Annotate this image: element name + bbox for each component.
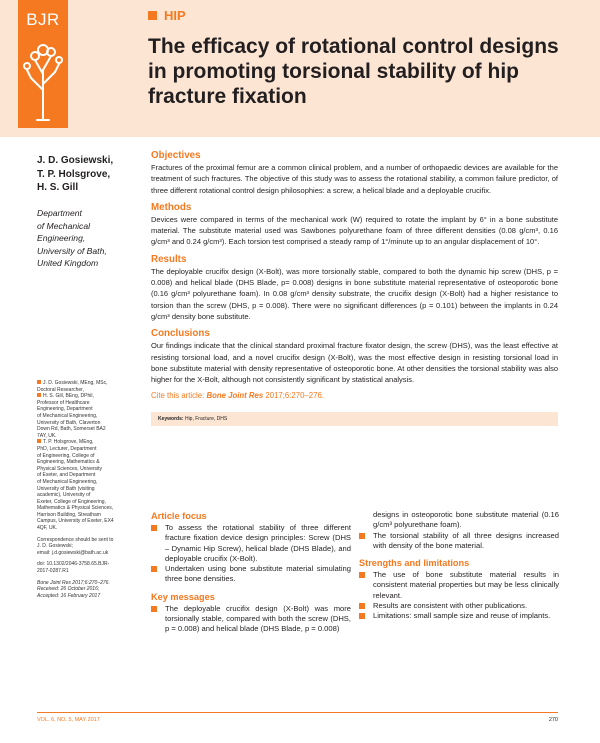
bullet-icon [37,393,41,397]
list-item: The use of bone substitute material results in consistent material properties but may be less clinically relevant. [359,570,559,601]
bio-line: 4QF, UK. [37,525,58,532]
affiliation [37,207,137,270]
bio-line: Exeter, College of Engineering, [37,498,106,505]
key-messages-list-continued [359,531,559,552]
cite-journal: Bone Joint Res [206,391,264,401]
bio-line: Campus, University of Exeter, EX4 [37,518,114,525]
article-title: The efficacy of rotational control designs in promoting torsional stability of hip fracture fixation [148,35,559,108]
author-name: T. P. Holsgrove, [37,168,111,180]
key-messages-heading: Key messages [151,591,215,602]
footer-divider [37,712,558,713]
bio-line: Doctoral Researcher, [37,386,84,393]
affiliation-line: University of Bath, [37,245,107,256]
keywords-label: Keywords: [158,416,184,423]
bio-line: J. D. Gosiewski, MEng, MSc, [43,380,108,386]
affiliation-line: Engineering, [37,233,86,243]
key-messages-continued: designs in osteoporotic bone substitute material (0.16 g/cm³ polyurethane foam). [373,510,559,530]
correspondence-line: Correspondence should be sent to [37,536,114,543]
bullet-icon [359,603,365,609]
affiliation-line: United Kingdom [37,258,99,268]
article-focus-list [151,523,351,585]
abstract [151,150,558,426]
right-summary-column [359,510,559,628]
journal-logo [18,0,68,128]
objectives-heading: Objectives [151,150,201,161]
bio-line: H. S. Gill, BEng, DPhil, [43,393,94,400]
bio-line: Engineering, Mathematics & [37,459,100,466]
strengths-heading: Strengths and limitations [359,558,470,569]
cite-label: Cite this article: [151,391,205,401]
received-date: Received: 26 October 2016; [37,586,100,593]
results-heading: Results [151,253,187,265]
correspondence-email[interactable]: email: j.d.gosiewski@bath.ac.uk [37,549,109,556]
cite-detail: 2017;6:270–276. [265,391,324,401]
affiliation-line: Department [37,208,82,218]
page-number: 270 [548,717,558,723]
page-footer [37,717,558,723]
bio-line: 7AY, UK. [37,432,57,439]
bullet-icon [151,606,157,612]
bullet-icon [37,439,41,443]
section-label: HIP [164,8,186,23]
bio-line: Professor of Healthcare [37,399,90,406]
results-text: The deployable crucifix design (X-Bolt), was more torsionally stable, compared to both the dynamic hip screw (DHS, p = 0.008) and helical blade (DHS Blade, p= 0.008) designs in bone substitute material representative of osteoporotic bone (0.16 g/cm³ polyurethane foam). In 0.08 g/cm³ density substrate, the crucifix design (X-Bolt) had a higher resistance to torsion than the screw (DHS, p = 0.008). There were no significant differences (p = 0.101) between the implants in 0.24 g/cm³ density bone substitute. [151,266,558,321]
keywords-bar [151,412,558,426]
list-item: The torsional stability of all three designs increased with density of the bone material. [359,531,559,552]
bio-line: PhD, Lecturer, Department [37,445,97,452]
list-item: The deployable crucifix design (X-Bolt) was more torsionally stable, compared with both the screw (DHS, p = 0.008) and helical blade (DHS Blade, p = 0.008) [151,604,351,635]
bone-tree-icon [23,40,63,122]
logo-text: BJR [26,10,60,29]
author-name: J. D. Gosiewski, [37,155,114,166]
list-item: Limitations: small sample size and reuse of implants. [359,611,559,621]
bio-line: Mathematics & Physical Sciences, [37,505,114,512]
left-summary-column [151,510,351,641]
keywords-value: Hip, Fracture, DHS [184,416,228,423]
methods-heading: Methods [151,201,192,213]
bio-line: Physical Sciences, University [37,465,103,472]
accepted-date: Accepted: 16 February 2017 [37,592,101,599]
author-name: H. S. Gill [37,182,79,193]
bio-line: Down Rd, Bath, Somerset BA2 [37,426,106,433]
objectives-text: Fractures of the proximal femur are a common clinical problem, and a number of orthopaedic devices are available for the treatment of such fractures. The objective of this study was to assess the rotational stability, a common failure predictor, of three different rotational control design philosophies: a screw, a helical blade and a deployable crucifix. [151,163,558,195]
bio-line: Harrison Building, Streatham [37,511,101,518]
key-messages-list [151,604,351,635]
doi-line[interactable]: doi: 10.1302/2046-3758.65.BJR- [37,561,110,568]
bullet-icon [359,613,365,619]
article-focus-heading: Article focus [151,511,207,521]
list-item: Results are consistent with other publications. [359,601,559,611]
bio-line: University of Bath (visiting [37,485,95,492]
bullet-icon [151,566,157,572]
cite-this-article [151,391,558,400]
bullet-icon [359,572,365,578]
affiliation-line: of Mechanical [37,220,91,231]
bio-line: of Mechanical Engineering, [37,412,98,419]
conclusions-heading: Conclusions [151,328,210,340]
bio-line: University of Bath, Claverton [37,419,101,426]
bio-line: of Engineering, College of [37,452,95,459]
citation-line: Bone Joint Res 2017;6:270–276. [37,579,110,586]
section-marker-icon [148,11,157,20]
list-item: Undertaken using bone substitute material simulating three bone densities. [151,564,351,585]
bio-line: of Mechanical Engineering, [37,478,98,485]
list-item: To assess the rotational stability of three different fracture fixation device design principles: Screw (DHS – Dynamic Hip Screw), helical blade (DHS Blade), and deployable crucifix (X-Bolt). [151,523,351,564]
doi-line[interactable]: 2017-0287.R1 [37,568,69,575]
bullet-icon [37,380,41,384]
author-bios [37,380,147,599]
correspondence-line: J. D. Gosiewski; [37,543,73,550]
strengths-list [359,570,559,621]
section-tag [148,8,186,23]
methods-text: Devices were compared in terms of the mechanical work (W) required to rotate the implant by 6° in a bone substitute material. The substitute material used was Sawbones polyurethane foam of three different densities (0.08 g/cm³, 0.16 g/cm³ and 0.24 g/cm³). Each torsion test comprised a steady ramp of 1°/minute up to an angular displacement of 10°. [151,214,558,247]
bio-line: academic), University of [37,492,91,499]
bio-line: of Exeter, and Department [37,472,96,479]
bio-line: T. P. Holsgrove, MEng, [43,439,94,446]
conclusions-text: Our findings indicate that the clinical standard proximal fracture fixator design, the screw (DHS), was the least effective at resisting torsional load, and a novel crucifix design (X-Bolt), was the most effective design in resisting torsional load in bone substitute material with density representative of osteoporotic bone. At other densities the torsional stability was also higher for the X-Bolt, although not consistently significant by statistical analysis. [151,341,558,385]
bullet-icon [151,525,157,531]
volume-info: VOL. 6, NO. 5, MAY 2017 [37,717,100,723]
bio-line: Engineering, Department [37,406,93,413]
author-list [37,154,137,195]
bullet-icon [359,533,365,539]
